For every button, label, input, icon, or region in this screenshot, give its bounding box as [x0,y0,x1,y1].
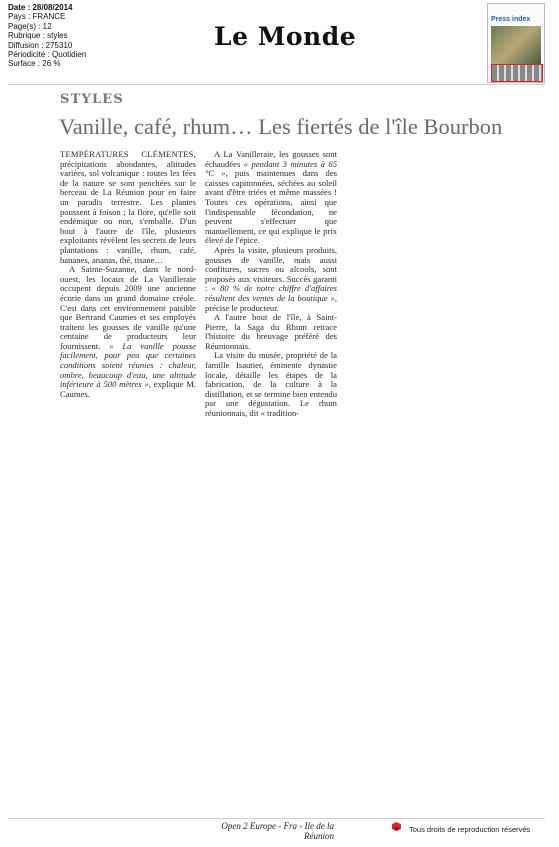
newspaper-page-thumbnail[interactable] [487,3,545,83]
meta-date: Date : 28/08/2014 [8,3,73,12]
newspaper-masthead: Le Monde [214,22,357,51]
meta-surface: Surface : 26 % [8,59,61,69]
article-headline: Vanille, café, rhum… Les fiertés de l'île Bourbon [59,114,503,139]
footer-source [202,821,334,841]
top-divider [8,84,545,85]
paragraph: A l'autre bout de l'île, à Saint-Pierre, la Saga du Rhum retrace l'histoire du breuvage préféré des Réunionnais. [205,312,337,351]
footer-source-line: Open 2 Europe - Fra - Ile de la [221,821,334,831]
quote: « pendant 3 minutes à 65 °C » [205,158,337,179]
paragraph: A La Vanilleraie, les gousses sont échaudées « pendant 3 minutes à 65 °C », puis maintenues dans des caisses capitonnées, séchées au soleil avant d'être triées et même massées ! Toutes ces opérations, ainsi que l'indispensable fécondation, ne peuvent s'effectuer que manuellement, ce qui explique le prix élevé de l'épice. [205,149,337,246]
bottom-divider [8,818,545,819]
meta-section: Rubrique : styles [8,31,68,41]
meta-frequency: Périodicité : Quotidien [8,50,87,60]
meta-pages: Page(s) : 12 [8,21,52,31]
thumbnail-title: Press index [491,16,531,23]
paragraph: TEMPÉRATURES CLÉMENTES, précipitations abondantes, altitudes variées, sol volcanique : toutes les fées de la nature se sont penchées sur le berceau de La Réunion pour en faire un paradis terrestre. Les plantes poussent à foison ; la flore, qu'elle soit endémique ou non, s'emballe. D'un bout à l'autre de l'île, plusieurs exploitants révèlent les secrets de leurs plantations : vanille, rhum, café, bananes, ananas, thé, tisane… [60,149,196,265]
paragraph: A Sainte-Suzanne, dans le nord-ouest, les locaux de La Vanilleraie occupent depuis 2009 une ancienne écurie dans un grand domaine créole. C'est dans cet environnement paisible que Bertrand Caumes et ses employés traitent les gousses de vanille qu'une centaine de producteurs leur fournissent. « La vanille pousse facilement, pour peu que certaines conditions soient réunies : chaleur, ombre, beaucoup d'eau, une altitude inférieure à 500 mètres », explique M. Caumes. [60,264,196,399]
paragraph: Après la visite, plusieurs produits, gousses de vanille, mais aussi confitures, sucres ou alcools, sont proposés aux visiteurs. Succès garanti : « 80 % de notre chiffre d'affaires résultent des ventes de la boutique », précise le producteur. [205,244,337,313]
article-column-2 [205,150,337,419]
article-rubric: STYLES [60,92,124,107]
thumbnail-article-highlight [491,64,543,82]
meta-circulation: Diffusion : 275310 [8,40,73,50]
meta-country: Pays : FRANCE [8,12,66,22]
thumbnail-photo [491,26,541,64]
quote: « La vanille pousse facilement, pour peu que certaines conditions soient réunies : chaleur, ombre, beaucoup d'eau, une altitude inférieure à 500 mètres » [60,340,196,390]
footer-source-line: Réunion [304,831,334,841]
press-clipping-metadata [8,3,86,69]
paragraph: La visite du musée, propriété de la famille Isautier, éminente dynastie locale, détaille les étapes de la fabrication, de la culture à la distillation, et se termine bien entendu par une dégustation. Le rhum réunionnais, dit « tradition- [205,350,337,419]
article-column-1 [60,150,196,399]
quote: « 80 % de notre chiffre d'affaires résultent des ventes de la boutique » [205,283,337,303]
lead-in: TEMPÉRATURES CLÉMENTES, [60,149,196,159]
press-index-logo-icon [392,822,401,831]
copyright-notice: Tous droits de reproduction réservés [409,825,531,834]
